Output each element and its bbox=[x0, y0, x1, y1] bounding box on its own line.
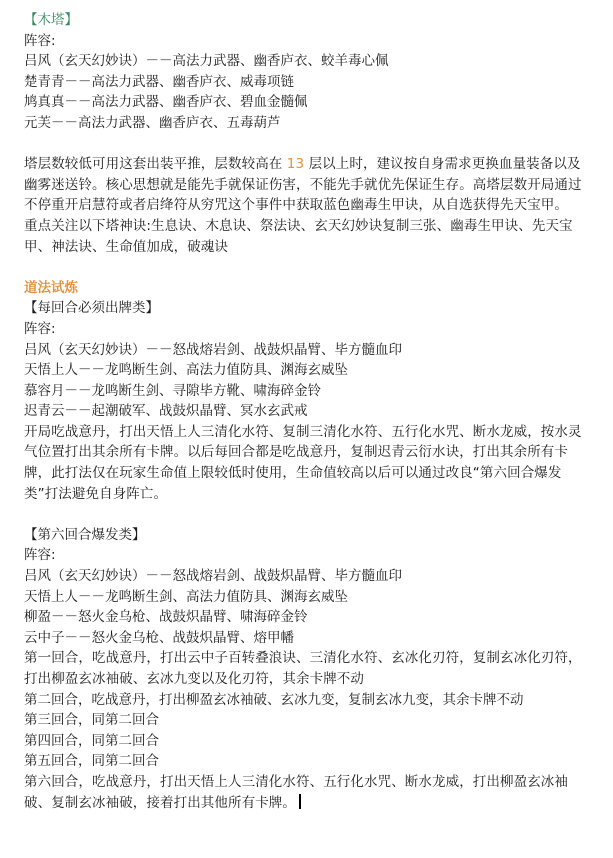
lineup-line: 柳盈－－怒火金乌枪、战鼓炽晶臂、啸海碎金铃 bbox=[24, 609, 308, 626]
lineup-line: 吕风（玄天幻妙诀）－－怒战熔岩剑、战鼓炽晶臂、毕方髓血印 bbox=[24, 341, 402, 358]
round-4: 第四回合，同第二回合 bbox=[24, 732, 159, 749]
spacer bbox=[24, 257, 590, 278]
subsection-title: 【每回合必须出牌类】 bbox=[24, 300, 159, 317]
round-6-text: 第六回合，吃战意丹，打出天悟上人三清化水符、五行化水咒、断水龙威，打出柳盈玄冰袖破、复制玄冰袖破，接着打出其他所有卡牌。 bbox=[24, 773, 568, 811]
lineup-label: 阵容: bbox=[24, 320, 56, 337]
lineup-line: 天悟上人－－龙鸣断生剑、高法力值防具、渊海玄威坠 bbox=[24, 362, 348, 379]
section-title-daofa: 道法试炼 bbox=[24, 279, 78, 296]
lineup-line: 鸠真真－－高法力武器、幽香庐衣、碧血金髓佩 bbox=[24, 94, 308, 111]
lineup-line: 吕风（玄天幻妙诀）－－高法力武器、幽香庐衣、蛟羊毒心佩 bbox=[24, 53, 389, 70]
paragraph-strategy bbox=[24, 154, 590, 216]
section-title-mutower: 【木塔】 bbox=[24, 12, 78, 28]
paragraph-text: 层以上时，建议按自身需求更换血量装备以及幽雾迷送铃。核心思想就是能先手就保证伤害，不能先手就优先保证生存。高塔层数开局通过不停重开启慧符或者启绛符从穷咒这个事件中获取蓝色幽毒生甲诀，从自选获得先天宝甲。 bbox=[24, 156, 582, 214]
lineup-line: 楚青青－－高法力武器、幽香庐衣、威毒项链 bbox=[24, 73, 294, 90]
round-2: 第二回合，吃战意丹，打出柳盈玄冰袖破、玄冰九变，复制玄冰九变，其余卡牌不动 bbox=[24, 691, 524, 708]
spacer bbox=[24, 504, 590, 525]
paragraph-tactics: 开局吃战意丹，打出天悟上人三清化水符、复制三清化水符、五行化水咒、断水龙威，按水灵气位置打出其余所有卡牌。以后每回合都是吃战意丹，复制迟青云衍水诀，打出其余所有卡牌，此打法仅在玩家生命值上限较低时使用，生命值较高以后可以通过改良“第六回合爆发类”打法避免自身阵亡。 bbox=[24, 423, 582, 502]
lineup-line: 天悟上人－－龙鸣断生剑、高法力值防具、渊海玄威坠 bbox=[24, 588, 348, 605]
floor-number: 13 bbox=[286, 156, 305, 173]
lineup-line: 慕容月－－龙鸣断生剑、寻隙毕方靴、啸海碎金铃 bbox=[24, 382, 321, 399]
lineup-line: 元芙－－高法力武器、幽香庐衣、五毒葫芦 bbox=[24, 114, 281, 131]
round-3: 第三回合，同第二回合 bbox=[24, 712, 159, 729]
lineup-line: 吕风（玄天幻妙诀）－－怒战熔岩剑、战鼓炽晶臂、毕方髓血印 bbox=[24, 568, 402, 585]
text-cursor bbox=[299, 794, 301, 809]
spacer bbox=[24, 134, 590, 155]
lineup-line: 迟青云－－起潮破军、战鼓炽晶臂、冥水玄武戒 bbox=[24, 403, 308, 420]
round-6 bbox=[24, 772, 590, 813]
paragraph-key-cards: 重点关注以下塔神诀:生息诀、木息诀、祭法诀、玄天幻妙诀复制三张、幽毒生甲诀、先天宝甲、神法诀、生命值加成，破魂诀 bbox=[24, 217, 573, 255]
round-1: 第一回合，吃战意丹，打出云中子百转叠浪诀、三清化水符、玄冰化刃符，复制玄冰化刃符，打出柳盈玄冰袖破、玄冰九变以及化刃符，其余卡牌不动 bbox=[24, 650, 582, 687]
lineup-label: 阵容: bbox=[24, 547, 56, 564]
lineup-label: 阵容: bbox=[24, 32, 56, 49]
lineup-line: 云中子－－怒火金乌枪、战鼓炽晶臂、熔甲幡 bbox=[24, 629, 294, 646]
round-5: 第五回合，同第二回合 bbox=[24, 753, 159, 770]
subsection-title: 【第六回合爆发类】 bbox=[24, 526, 146, 543]
paragraph-text: 塔层数较低可用这套出装平推，层数较高在 bbox=[24, 156, 287, 173]
document-body bbox=[24, 10, 590, 813]
